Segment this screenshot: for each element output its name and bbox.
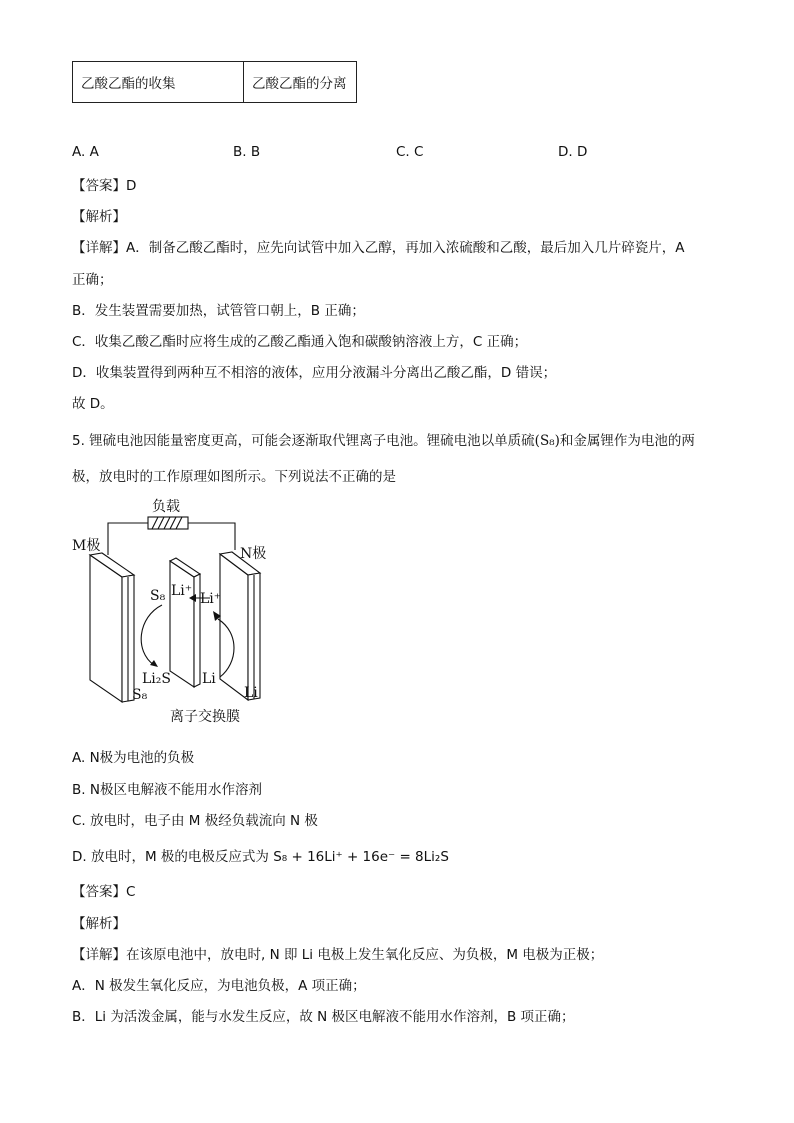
q4-option-d: D. D bbox=[558, 144, 588, 160]
s8-bottom-label: S₈ bbox=[132, 687, 148, 703]
s8-top-label: S₈ bbox=[150, 588, 166, 604]
li2s-label: Li₂S bbox=[142, 671, 171, 687]
q5-stem-line1 bbox=[72, 429, 695, 449]
q5-option-d: D. 放电时，M 极的电极反应式为 S₈ + 16Li⁺ + 16e⁻ = 8Li₂S bbox=[72, 849, 449, 865]
q4-explanation-line: 故 D。 bbox=[72, 396, 114, 412]
li-plus-right-label: Li⁺ bbox=[200, 591, 222, 607]
q4-answer: 【答案】D bbox=[72, 178, 137, 194]
q5-analysis-title: 【解析】 bbox=[72, 916, 126, 932]
li-plus-left-label: Li⁺ bbox=[171, 583, 193, 599]
q4-option-b: B. B bbox=[233, 144, 261, 160]
q4-explanation-line: 正确； bbox=[72, 272, 113, 288]
table-cell-collection: 乙酸乙酯的收集 bbox=[73, 62, 244, 103]
m-pole-label: M极 bbox=[72, 538, 101, 554]
n-pole-label: N极 bbox=[240, 546, 267, 562]
membrane-label: 离子交换膜 bbox=[170, 709, 240, 725]
li-right-label: Li bbox=[244, 685, 258, 701]
q5-s8-formula: (S₈) bbox=[534, 433, 560, 449]
q5-option-a: A. N极为电池的负极 bbox=[72, 750, 195, 766]
q4-option-a: A. A bbox=[72, 144, 99, 160]
q5-option-b: B. N极区电解液不能用水作溶剂 bbox=[72, 782, 262, 798]
q4-analysis-title: 【解析】 bbox=[72, 209, 126, 225]
q5-explanation-line: B．Li 为活泼金属，能与水发生反应，故 N 极区电解液不能用水作溶剂，B 项正确； bbox=[72, 1009, 575, 1025]
q4-explanation-line: D．收集装置得到两种互不相溶的液体，应用分液漏斗分离出乙酸乙酯，D 错误； bbox=[72, 365, 557, 381]
q5-explanation-line: A．N 极发生氧化反应，为电池负极，A 项正确； bbox=[72, 978, 366, 994]
q5-stem-text-a: 5. 锂硫电池因能量密度更高，可能会逐渐取代锂离子电池。锂硫电池以单质硫 bbox=[72, 433, 535, 449]
battery-diagram bbox=[70, 495, 290, 730]
q4-explanation-line: B．发生装置需要加热，试管管口朝上，B 正确； bbox=[72, 303, 365, 319]
q4-explanation-line: 【详解】A．制备乙酸乙酯时，应先向试管中加入乙醇，再加入浓硫酸和乙酸，最后加入几片碎瓷片，A bbox=[72, 240, 685, 256]
load-label: 负载 bbox=[152, 499, 180, 515]
q4-option-c: C. C bbox=[396, 144, 424, 160]
table-cell-separation: 乙酸乙酯的分离 bbox=[244, 62, 357, 103]
q5-stem-line2: 极，放电时的工作原理如图所示。下列说法不正确的是 bbox=[72, 469, 396, 485]
q5-option-c: C. 放电时，电子由 M 极经负载流向 N 极 bbox=[72, 813, 318, 829]
li-mid-label: Li bbox=[202, 671, 216, 687]
comparison-table bbox=[72, 61, 357, 103]
q5-explanation-line: 【详解】在该原电池中，放电时, N 即 Li 电极上发生氧化反应、为负极，M 电极为正极； bbox=[72, 947, 604, 963]
q5-stem-text-b: 和金属锂作为电池的两 bbox=[559, 433, 695, 449]
q4-explanation-line: C．收集乙酸乙酯时应将生成的乙酸乙酯通入饱和碳酸钠溶液上方，C 正确； bbox=[72, 334, 528, 350]
q5-answer: 【答案】C bbox=[72, 884, 136, 900]
